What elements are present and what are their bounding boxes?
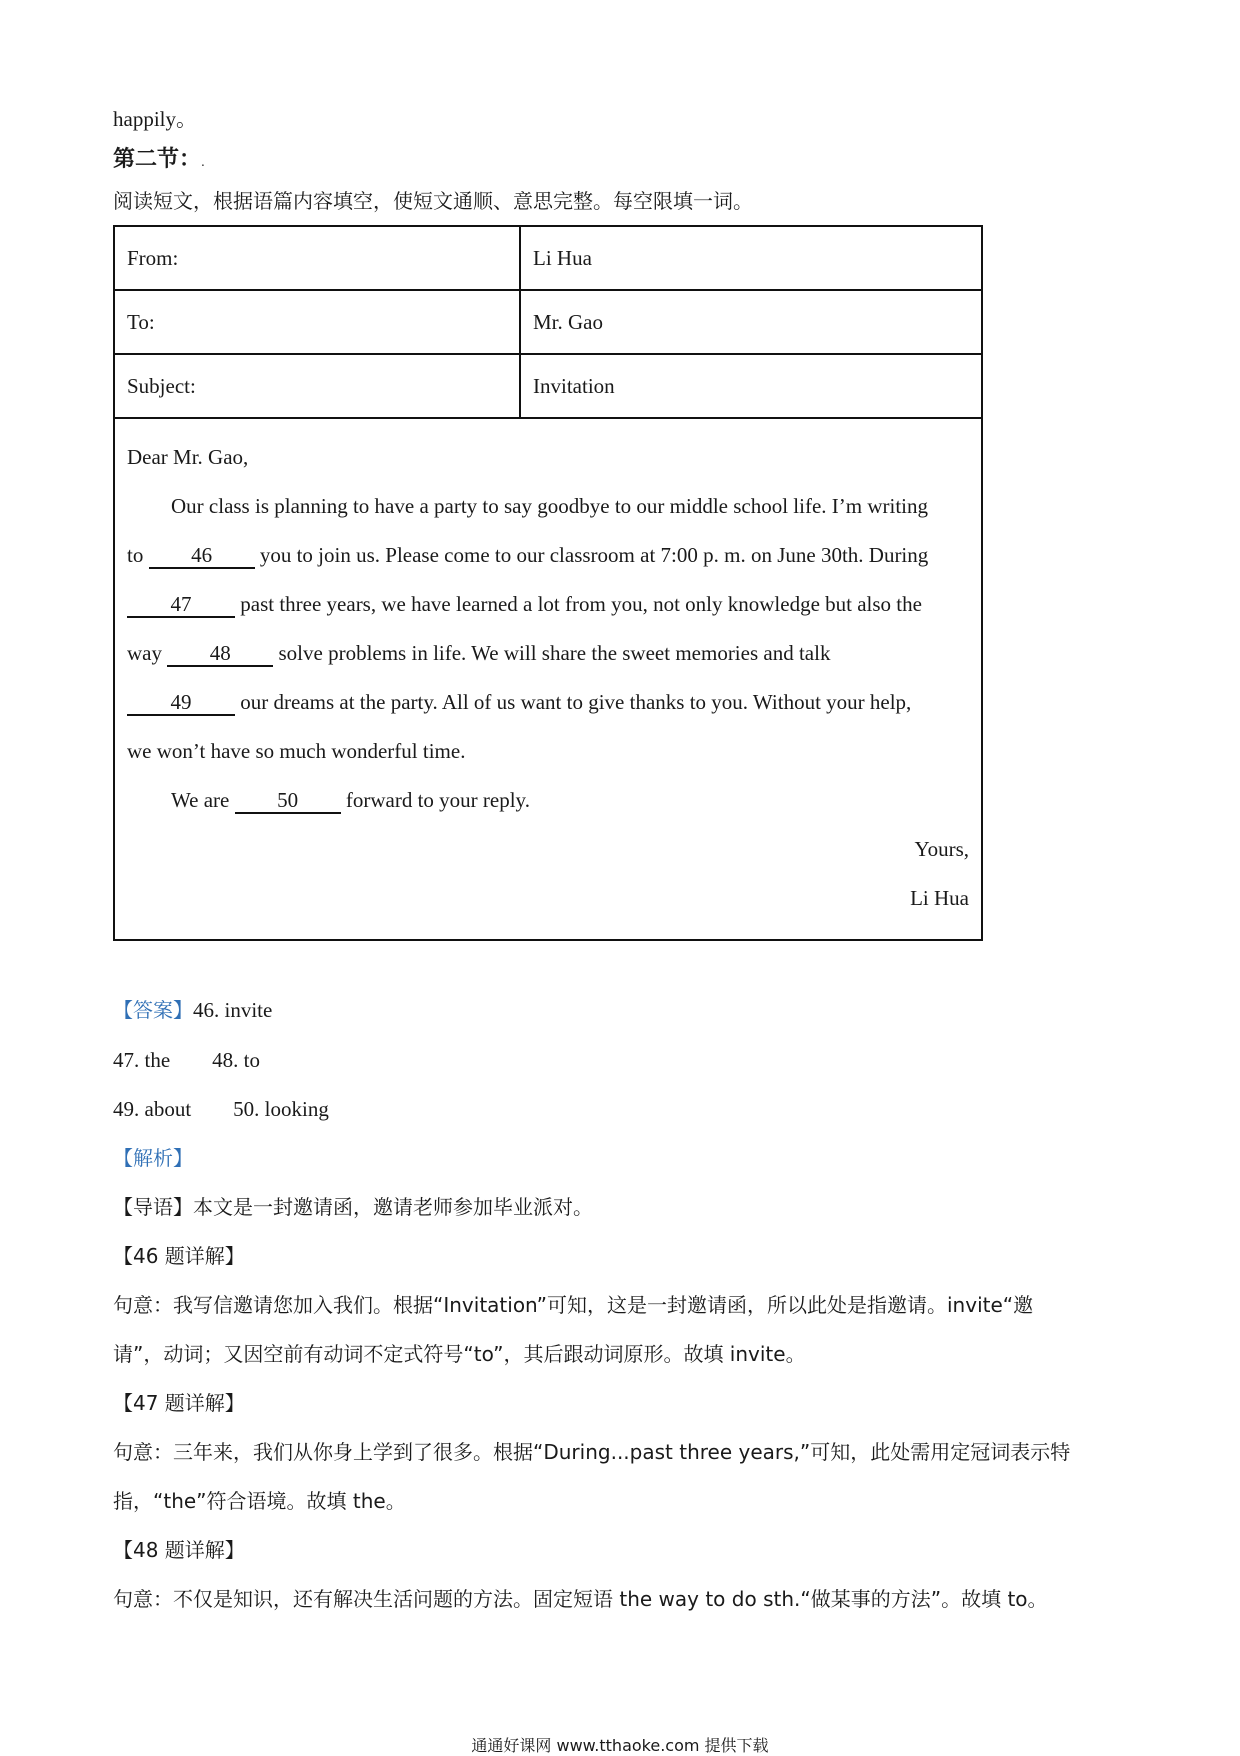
to-row (114, 290, 982, 354)
instructions: 阅读短文，根据语篇内容填空，使短文通顺、意思完整。每空限填一词。 (113, 189, 753, 213)
letter-closing: Yours, (914, 837, 969, 861)
answer-46: 46. invite (193, 998, 273, 1022)
intro-line: 【导语】本文是一封邀请函，邀请老师参加毕业派对。 (113, 1195, 593, 1219)
answer-label: 【答案】 (113, 998, 193, 1022)
answer-47: 47. the (113, 1048, 171, 1072)
blank-49: 49 (127, 690, 235, 716)
email-table (113, 225, 983, 941)
blank-46: 46 (149, 543, 255, 569)
subject-row (114, 354, 982, 418)
letter-greeting: Dear Mr. Gao, (127, 445, 249, 469)
answer-49: 49. about (113, 1097, 192, 1121)
blank-50: 50 (235, 788, 341, 814)
detail-48-title: 【48 题详解】 (113, 1538, 245, 1562)
from-row (114, 226, 982, 290)
detail-48-line-1: 句意：不仅是知识，还有解决生活问题的方法。固定短语 the way to do sth.“做某事的方法”。故填 to。 (113, 1587, 1048, 1611)
detail-46-title: 【46 题详解】 (113, 1244, 245, 1268)
letter-row (114, 418, 982, 940)
detail-47-line-2: 指，“the”符合语境。故填 the。 (113, 1489, 406, 1513)
from-label: From: (114, 226, 520, 290)
detail-46-line-2: 请”，动词；又因空前有动词不定式符号“to”，其后跟动词原形。故填 invite。 (113, 1342, 806, 1366)
answer-48: 48. to (212, 1048, 260, 1072)
answer-line-1 (113, 996, 272, 1024)
letter-line-5: 49 our dreams at the party. All of us want to give thanks to you. Without your help, (127, 678, 969, 727)
subject-label: Subject: (114, 354, 520, 418)
letter-line-4: way 48 solve problems in life. We will share the sweet memories and talk (127, 641, 831, 665)
from-value: Li Hua (520, 226, 982, 290)
section-mark: . (201, 155, 205, 169)
letter-body (114, 418, 982, 940)
letter-line-2: to 46 you to join us. Please come to our classroom at 7:00 p. m. on June 30th. During (127, 543, 929, 567)
detail-46-line-1: 句意：我写信邀请您加入我们。根据“Invitation”可知，这是一封邀请函，所以此处是指邀请。invite“邀 (113, 1293, 1034, 1317)
letter-line-1: Our class is planning to have a party to say goodbye to our middle school life. I’m writing (171, 494, 929, 518)
analysis-label: 【解析】 (113, 1146, 193, 1170)
answer-line-3 (113, 1095, 329, 1123)
page-footer: 通通好课网 www.tthaoke.com 提供下载 (471, 1736, 769, 1755)
section-title: 第二节：. (113, 147, 205, 172)
letter-line-3: 47 past three years, we have learned a lot from you, not only knowledge but also the (127, 580, 969, 629)
answer-50: 50. looking (233, 1097, 329, 1121)
to-label: To: (114, 290, 520, 354)
continuation-word: happily。 (113, 107, 197, 131)
letter-signature: Li Hua (910, 886, 969, 910)
answer-line-2 (113, 1046, 260, 1074)
detail-47-line-1: 句意：三年来，我们从你身上学到了很多。根据“During...past three years,”可知，此处需用定冠词表示特 (113, 1440, 1071, 1464)
blank-48: 48 (167, 641, 273, 667)
detail-47-title: 【47 题详解】 (113, 1391, 245, 1415)
to-value: Mr. Gao (520, 290, 982, 354)
letter-line-7: We are 50 forward to your reply. (171, 788, 530, 812)
subject-value: Invitation (520, 354, 982, 418)
blank-47: 47 (127, 592, 235, 618)
letter-line-6: we won’t have so much wonderful time. (127, 739, 466, 763)
